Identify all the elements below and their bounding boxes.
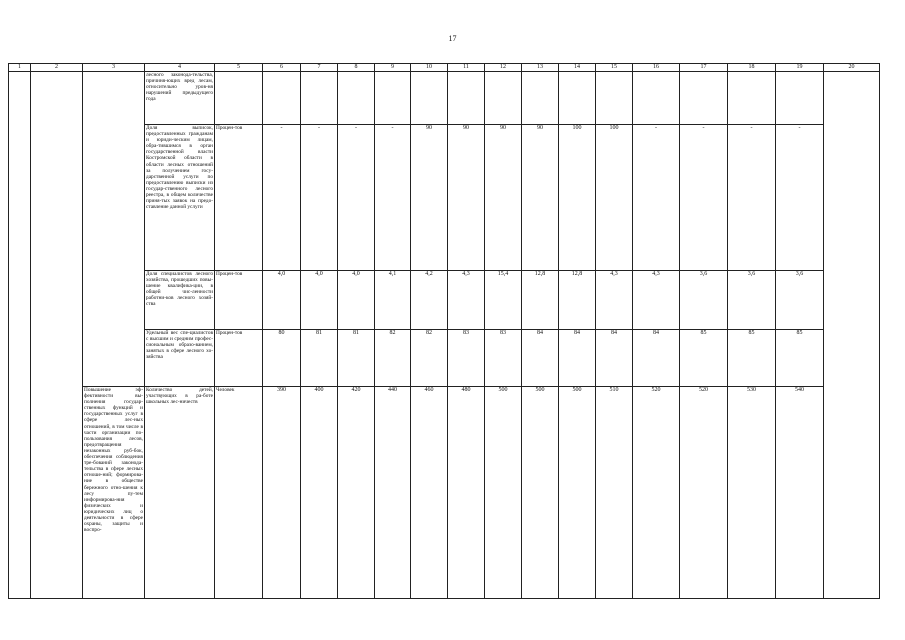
- indicator-name: Доля специалистов лесного хозяйства, прошедших повы-шение квалифика-ции, в общей чис-ленности работни-ков лесного хозяй-ства: [145, 271, 215, 330]
- unit-cell: Процен-тов: [215, 125, 263, 271]
- value-cell: 90: [411, 125, 448, 271]
- value-cell: 4,3: [448, 271, 485, 330]
- column-header: 7: [301, 64, 338, 72]
- value-cell: [411, 72, 448, 125]
- value-cell: 440: [375, 387, 411, 599]
- value-cell: 500: [485, 387, 522, 599]
- cell-col3: [83, 72, 145, 387]
- value-cell: 540: [776, 387, 824, 599]
- column-header: 18: [728, 64, 776, 72]
- value-cell: 3,6: [728, 271, 776, 330]
- value-cell: [559, 72, 596, 125]
- value-cell: 85: [728, 330, 776, 387]
- column-header: 19: [776, 64, 824, 72]
- value-cell: 3,6: [680, 271, 728, 330]
- indicator-name: Доля выписок, предоставленных гражданам и юриди-ческим лицам, обра-тившимся в орган государственной власти Костромской области в области лесных отношений за получением госу-дарственной услуги по предоставлению выписки из государ-ственного лесного реестра, в общем количестве приня-тых заявок на предо-ставление данной услуги: [145, 125, 215, 271]
- value-cell: 520: [633, 387, 680, 599]
- column-header: 14: [559, 64, 596, 72]
- value-cell: [728, 72, 776, 125]
- unit-cell: [215, 72, 263, 125]
- column-header: 12: [485, 64, 522, 72]
- value-cell: 100: [596, 125, 633, 271]
- value-cell: 500: [522, 387, 559, 599]
- cell-col20: [824, 72, 880, 599]
- page-number: 17: [448, 34, 457, 43]
- value-cell: 4,0: [301, 271, 338, 330]
- value-cell: 4,3: [633, 271, 680, 330]
- value-cell: 500: [559, 387, 596, 599]
- header-row: [9, 64, 880, 72]
- value-cell: 84: [522, 330, 559, 387]
- value-cell: [596, 72, 633, 125]
- value-cell: 83: [448, 330, 485, 387]
- column-header: 11: [448, 64, 485, 72]
- value-cell: 100: [559, 125, 596, 271]
- goal-description: Повышение эф-фективности вы-полнения государ-ственных функций и государственных услуг в сфере лес-ных отношений, в том числе в части организации по-пользования лесов, предотвращения незаконных руб-бок, обеспечения соблюдения тре-бований законода-тельства в сфере лесных отноше-ний; формирова-ние в обществе бережного отно-шения к лесу пу-тем информирова-ния физических и юридических лиц о деятельности в сфере охраны, защиты и воспро-: [83, 387, 145, 599]
- value-cell: 81: [301, 330, 338, 387]
- unit-cell: Процен-тов: [215, 271, 263, 330]
- cell-col2: [31, 72, 83, 599]
- value-cell: 90: [522, 125, 559, 271]
- value-cell: [375, 72, 411, 125]
- value-cell: 460: [411, 387, 448, 599]
- value-cell: 4,0: [263, 271, 301, 330]
- value-cell: [776, 72, 824, 125]
- value-cell: -: [633, 125, 680, 271]
- value-cell: 4,1: [375, 271, 411, 330]
- unit-cell: Процен-тов: [215, 330, 263, 387]
- value-cell: -: [680, 125, 728, 271]
- value-cell: 420: [338, 387, 375, 599]
- value-cell: -: [301, 125, 338, 271]
- indicator-name: Удельный вес спе-циалистов с высшим и средним профес-сиональным образо-ванием, занятых в сфере лесного хо-зяйства: [145, 330, 215, 387]
- value-cell: [680, 72, 728, 125]
- column-header: 1: [9, 64, 31, 72]
- column-header: 16: [633, 64, 680, 72]
- column-header: 5: [215, 64, 263, 72]
- unit-cell: Человек: [215, 387, 263, 599]
- value-cell: 520: [680, 387, 728, 599]
- value-cell: 480: [448, 387, 485, 599]
- value-cell: 84: [633, 330, 680, 387]
- value-cell: [263, 72, 301, 125]
- column-header: 6: [263, 64, 301, 72]
- column-header: 9: [375, 64, 411, 72]
- column-header: 2: [31, 64, 83, 72]
- indicator-name: лесного законода-тельства, причиня-ющих вред лесам, относительно уров-ня нарушений предыдущего года: [145, 72, 215, 125]
- value-cell: 84: [559, 330, 596, 387]
- value-cell: 85: [680, 330, 728, 387]
- value-cell: 12,8: [559, 271, 596, 330]
- column-header: 15: [596, 64, 633, 72]
- value-cell: 400: [301, 387, 338, 599]
- value-cell: 82: [375, 330, 411, 387]
- column-header: 10: [411, 64, 448, 72]
- value-cell: [522, 72, 559, 125]
- value-cell: -: [263, 125, 301, 271]
- value-cell: 510: [596, 387, 633, 599]
- value-cell: 530: [728, 387, 776, 599]
- value-cell: -: [776, 125, 824, 271]
- value-cell: 85: [776, 330, 824, 387]
- column-header: 17: [680, 64, 728, 72]
- value-cell: 4,3: [596, 271, 633, 330]
- value-cell: 4,2: [411, 271, 448, 330]
- indicators-table: [8, 63, 880, 599]
- value-cell: 81: [338, 330, 375, 387]
- value-cell: 4,0: [338, 271, 375, 330]
- indicator-name: Количество детей, участвующих в ра-боте школьных лес-ничеств: [145, 387, 215, 599]
- column-header: 13: [522, 64, 559, 72]
- column-header: 8: [338, 64, 375, 72]
- value-cell: 3,6: [776, 271, 824, 330]
- value-cell: [338, 72, 375, 125]
- value-cell: 82: [411, 330, 448, 387]
- value-cell: 15,4: [485, 271, 522, 330]
- table-row: [9, 72, 880, 125]
- column-header: 3: [83, 64, 145, 72]
- column-header: 20: [824, 64, 880, 72]
- value-cell: [485, 72, 522, 125]
- value-cell: -: [728, 125, 776, 271]
- value-cell: 90: [448, 125, 485, 271]
- value-cell: 80: [263, 330, 301, 387]
- column-header: 4: [145, 64, 215, 72]
- value-cell: [448, 72, 485, 125]
- value-cell: -: [338, 125, 375, 271]
- value-cell: 90: [485, 125, 522, 271]
- value-cell: 83: [485, 330, 522, 387]
- cell-col1: [9, 72, 31, 599]
- value-cell: 390: [263, 387, 301, 599]
- table-row: [9, 387, 880, 599]
- value-cell: 84: [596, 330, 633, 387]
- value-cell: -: [375, 125, 411, 271]
- value-cell: [301, 72, 338, 125]
- value-cell: 12,8: [522, 271, 559, 330]
- value-cell: [633, 72, 680, 125]
